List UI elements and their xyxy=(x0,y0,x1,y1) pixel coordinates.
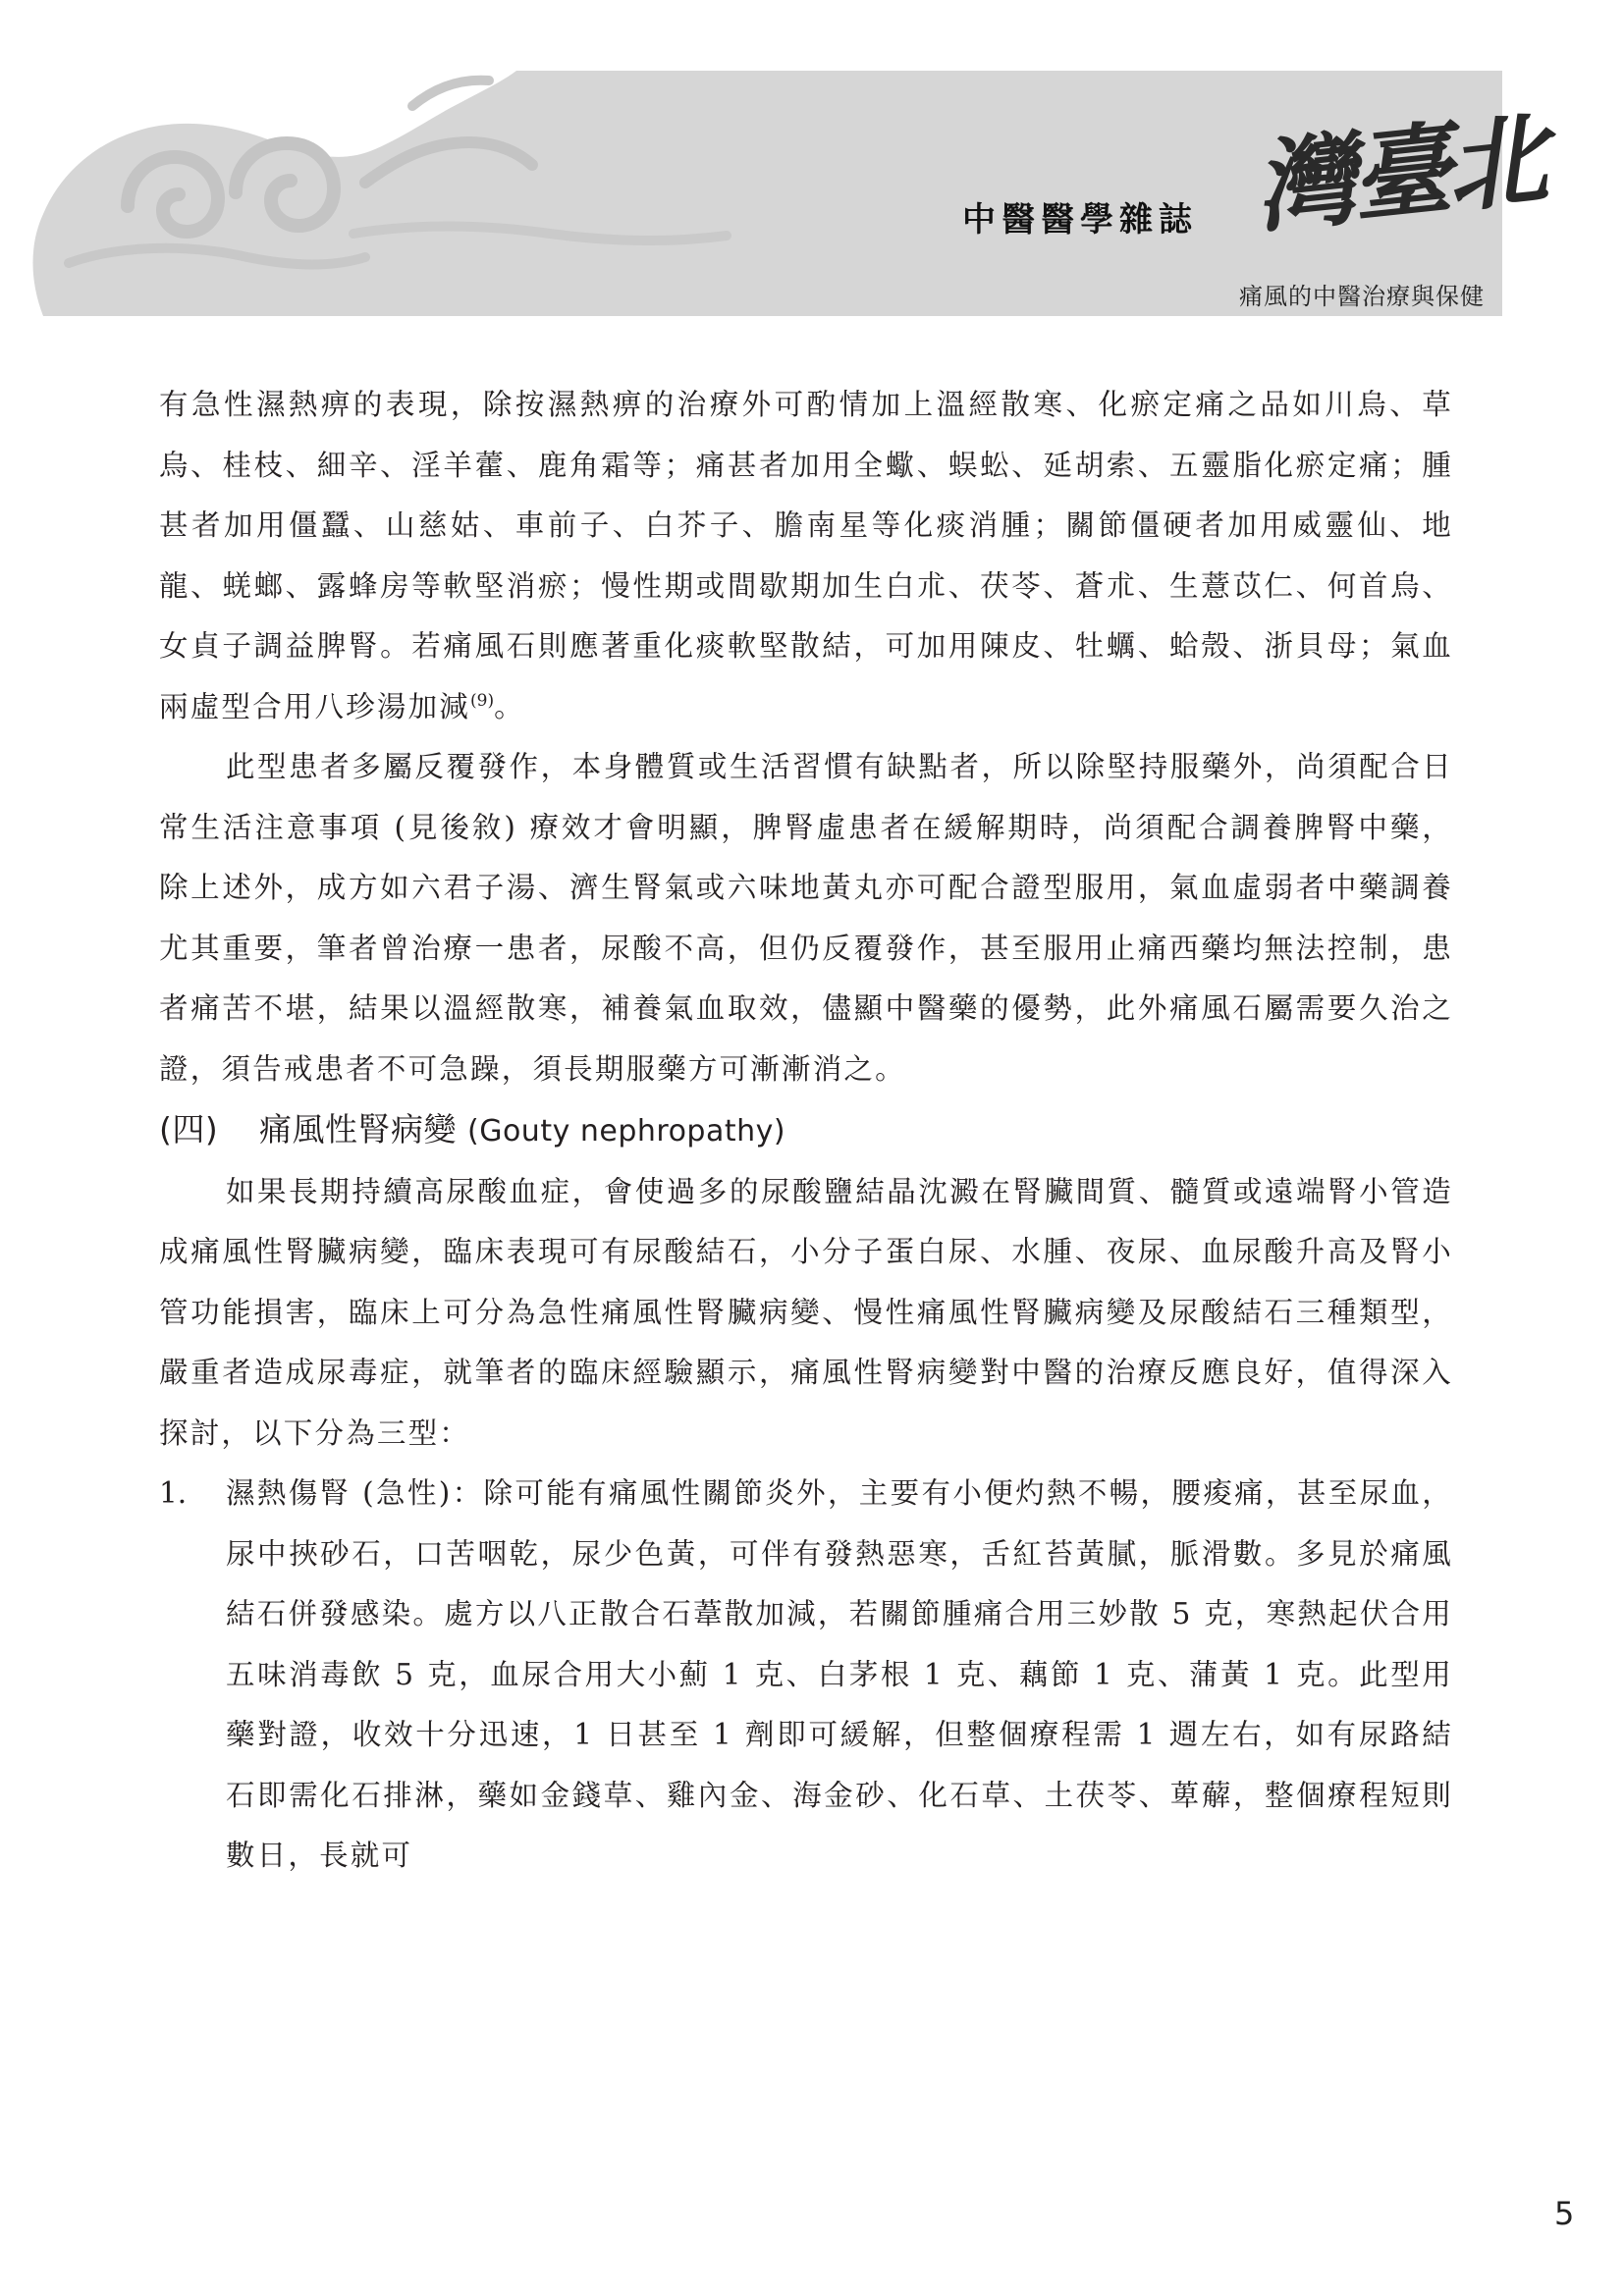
journal-title: 中醫醫學雜誌 xyxy=(962,200,1198,240)
subheading-number: (四) xyxy=(159,1110,219,1148)
paragraph xyxy=(159,375,1453,737)
subheading-title: 痛風性腎病變 xyxy=(259,1110,457,1148)
paragraph: 此型患者多屬反覆發作，本身體質或生活習慣有缺點者，所以除堅持服藥外，尚須配合日常生活注意事項 (見後敘) 療效才會明顯，脾腎虛患者在緩解期時，尚須配合調養脾腎中藥，除上述外，成方如六君子湯、濟生腎氣或六味地黃丸亦可配合證型服用，氣血虛弱者中藥調養尤其重要，筆者曾治療一患者，尿酸不高，但仍反覆發作，甚至服用止痛西藥均無法控制，患者痛苦不堪，結果以溫經散寒，補養氣血取效，儘顯中醫藥的優勢，此外痛風石屬需要久治之證，須告戒患者不可急躁，須長期服藥方可漸漸消之。 xyxy=(159,750,1453,1086)
list-item-text: 濕熱傷腎 (急性)：除可能有痛風性關節炎外，主要有小便灼熱不暢，腰痠痛，甚至尿血，尿中挾砂石，口苦咽乾，尿少色黃，可伴有發熱惡寒，舌紅苔黃膩，脈滑數。多見於痛風結石併發感染。處方以八正散合石葦散加減，若關節腫痛合用三妙散 5 克，寒熱起伏合用五味消毒飲 5 克，血尿合用大小薊 1 克、白茅根 1 克、藕節 1 克、蒲黃 1 克。此型用藥對證，收效十分迅速，1 日甚至 1 劑即可緩解，但整個療程需 1 週左右，如有尿路結石即需化石排淋，藥如金錢草、雞內金、海金砂、化石草、土茯苓、萆薢，整個療程短則數日，長就可 xyxy=(226,1476,1453,1872)
brand-calligraphy: 灣臺北 xyxy=(1249,100,1549,248)
page-number: 5 xyxy=(1554,2195,1575,2232)
list-item-number: 1. xyxy=(159,1476,188,1510)
article-body xyxy=(159,375,1453,1887)
subheading-english: (Gouty nephropathy) xyxy=(467,1114,786,1148)
list-item xyxy=(159,1464,1453,1887)
section-subheading xyxy=(159,1099,1453,1162)
page-header xyxy=(0,0,1624,334)
paragraph-text: 有急性濕熱痹的表現，除按濕熱痹的治療外可酌情加上溫經散寒、化瘀定痛之品如川烏、草烏、桂枝、細辛、淫羊藿、鹿角霜等；痛甚者加用全蠍、蜈蚣、延胡索、五靈脂化瘀定痛；腫甚者加用僵蠶、山慈姑、車前子、白芥子、膽南星等化痰消腫；關節僵硬者加用威靈仙、地龍、蜣螂、露蜂房等軟堅消瘀；慢性期或間歇期加生白朮、茯苓、蒼朮、生薏苡仁、何首烏、女貞子調益脾腎。若痛風石則應著重化痰軟堅散結，可加用陳皮、牡蠣、蛤殼、浙貝母；氣血兩虛型合用八珍湯加減 xyxy=(159,388,1453,723)
paragraph-text-end: 。 xyxy=(494,689,525,723)
paragraph: 如果長期持續高尿酸血症，會使過多的尿酸鹽結晶沈澱在腎臟間質、髓質或遠端腎小管造成痛風性腎臟病變，臨床表現可有尿酸結石，小分子蛋白尿、水腫、夜尿、血尿酸升高及腎小管功能損害，臨床上可分為急性痛風性腎臟病變、慢性痛風性腎臟病變及尿酸結石三種類型，嚴重者造成尿毒症，就筆者的臨床經驗顯示，痛風性腎病變對中醫的治療反應良好，值得深入探討，以下分為三型： xyxy=(159,1174,1453,1450)
citation-reference: (9) xyxy=(470,690,495,711)
section-title: 痛風的中醫治療與保健 xyxy=(1239,283,1485,310)
